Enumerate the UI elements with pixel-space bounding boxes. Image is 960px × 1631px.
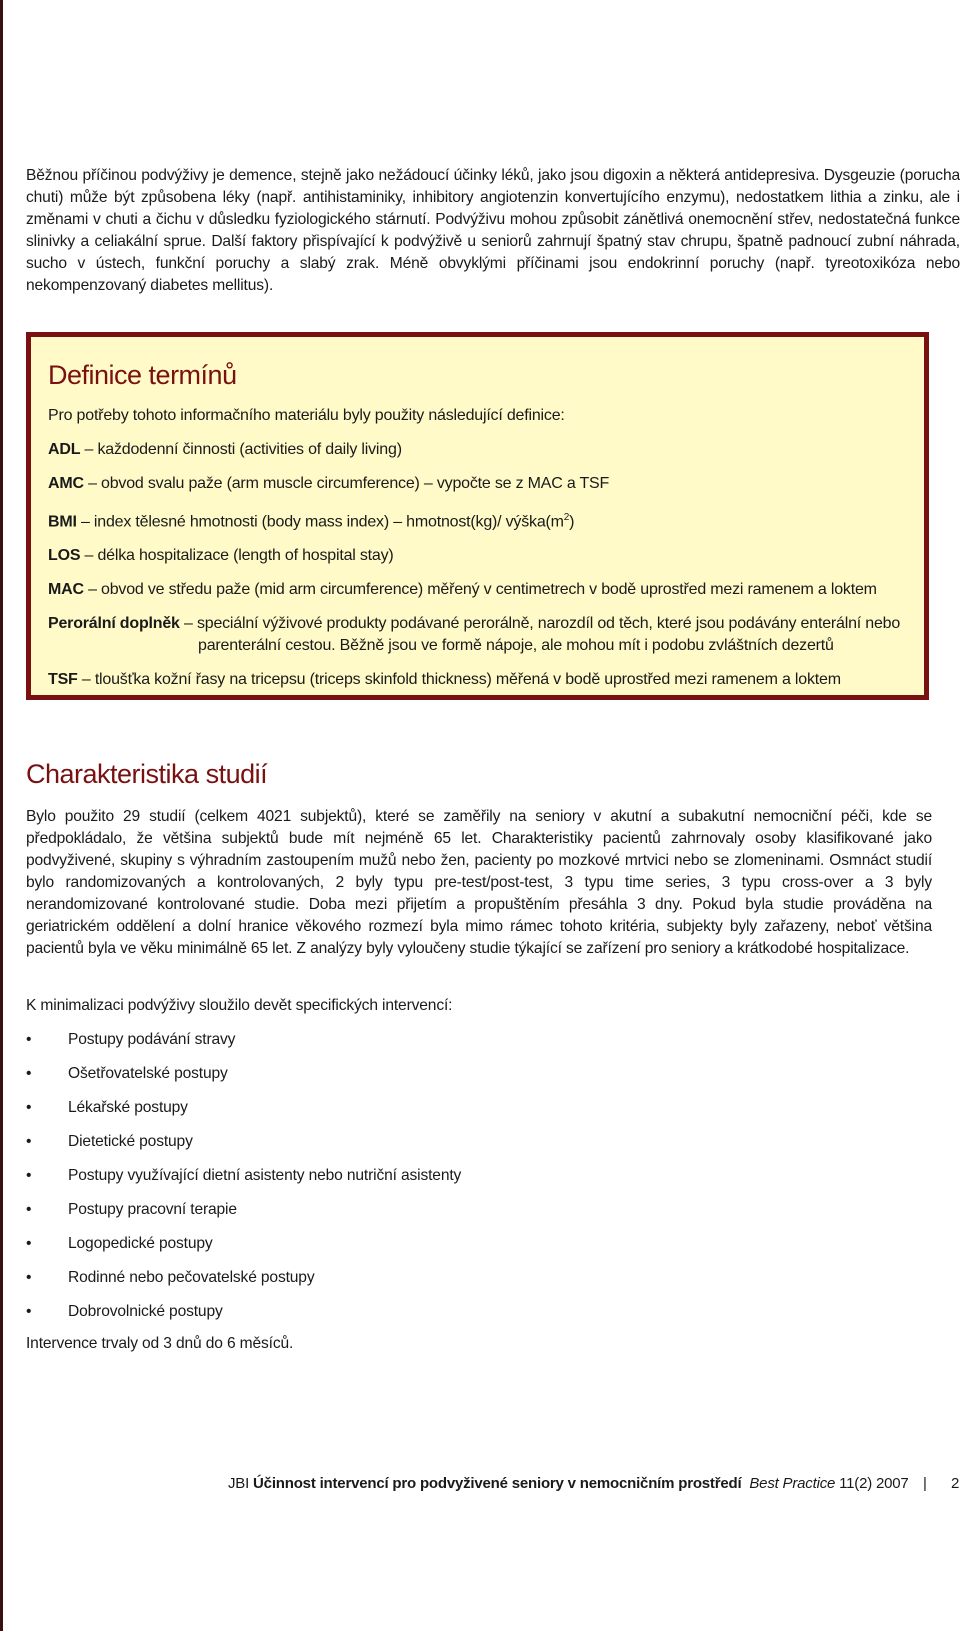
definition-term: TSF <box>48 671 78 689</box>
bullet-icon: • <box>26 1303 32 1320</box>
list-item-text: Rodinné nebo pečovatelské postupy <box>68 1269 315 1286</box>
definition-term: ADL <box>48 441 81 458</box>
list-item <box>26 1097 461 1131</box>
footer-series: Best Practice <box>749 1475 836 1492</box>
bullet-icon: • <box>26 1269 32 1286</box>
intro-sentence-4: Méně obvyklými příčinami jsou endokrinní poruchy (např. tyreotoxikóza nebo nekompenzovaný diabetes mellitus). <box>26 255 960 294</box>
footer-org: JBI <box>228 1475 254 1492</box>
page-footer <box>228 1473 960 1495</box>
definition-desc: – speciální výživové produkty podávané perorálně, narozdíl od těch, které jsou podávány enterální nebo parenterální cestou. Běžně jsou ve formě nápoje, ale mohou mít i podobu zvláštních dezertů <box>179 615 901 655</box>
definition-term: Perorální doplněk <box>48 615 180 633</box>
definition-term: LOS <box>48 547 81 565</box>
interventions-duration: Intervence trvaly od 3 dnů do 6 měsíců. <box>26 1335 294 1352</box>
bullet-icon: • <box>26 1031 32 1048</box>
bullet-icon: • <box>26 1099 32 1116</box>
list-item-text: Postupy využívající dietní asistenty nebo nutriční asistenty <box>68 1167 462 1184</box>
definitions-box <box>26 332 929 700</box>
list-item-text: Postupy podávání stravy <box>68 1031 236 1048</box>
list-item <box>26 1233 461 1267</box>
definition-desc: – obvod svalu paže (arm muscle circumference) – vypočte se z MAC a TSF <box>83 475 610 492</box>
intro-sentence-2: Podvýživu mohou způsobit zánětlivá onemocnění střev, nedostatečná funkce slinivky a celiakální sprue. <box>26 211 960 250</box>
footer-issue: 11(2) 2007 <box>835 1475 909 1492</box>
intro-sentence-1: Běžnou příčinou podvýživy je demence, stejně jako nežádoucí účinky léků, jako jsou digoxin a některá antidepresiva. Dysgeuzie (porucha chuti) může být způsobena léky (např. antihistaminiky, inhibitory angiotenzin konvertujícího enzymu), nedostatkem lithia a zinku, ale i změnami v chuti a čichu v důsledku fyziologického stárnutí. <box>26 167 960 228</box>
definition-term: MAC <box>48 581 84 599</box>
list-item <box>26 1301 461 1335</box>
definition-oral-supplement <box>48 613 908 657</box>
definition-desc: – tloušťka kožní řasy na tricepsu (triceps skinfold thickness) měřená v bodě uprostřed mezi ramenem a loktem <box>77 671 841 689</box>
bullet-icon: • <box>26 1133 32 1150</box>
page-number: 2 <box>951 1475 960 1492</box>
definition-los <box>48 545 908 567</box>
list-item <box>26 1063 461 1097</box>
definition-term: AMC <box>48 475 84 492</box>
intro-sentence-3: Další faktory přispívající k podvýživě u seniorů zahrnují špatný stav chrupu, špatně padnoucí zubní náhrada, sucho v ústech, funkční poruchy a slabý zrak. <box>26 233 960 272</box>
bullet-icon: • <box>26 1065 32 1082</box>
list-item-text: Ošetřovatelské postupy <box>68 1065 228 1082</box>
list-item-text: Logopedické postupy <box>68 1235 213 1252</box>
bullet-icon: • <box>26 1167 32 1184</box>
definition-desc: – obvod ve středu paže (mid arm circumference) měřený v centimetrech v bodě uprostřed mezi ramenem a loktem <box>83 581 877 599</box>
bullet-icon: • <box>26 1235 32 1252</box>
list-item-text: Dietetické postupy <box>68 1133 193 1150</box>
list-item <box>26 1131 461 1165</box>
definition-superscript: 2 <box>563 512 570 523</box>
list-item <box>26 1199 461 1233</box>
list-item <box>26 1029 461 1063</box>
definition-desc: – každodenní činnosti (activities of daily living) <box>80 441 402 458</box>
list-item-text: Dobrovolnické postupy <box>68 1303 223 1320</box>
studies-paragraph: Bylo použito 29 studií (celkem 4021 subjektů), které se zaměřily na seniory v akutní a subakutní nemocniční péči, kde se předpokládalo, že většina subjektů bude mít nejméně 65 let. Charakteristiky pacientů zahrnovaly osoby klasifikované jako podvyživené, skupiny s výhradním zastoupením mužů nebo žen, pacienty po mozkové mrtvici nebo se zlomeninami. Osmnáct studií bylo randomizovaných a kontrolovaných, 2 byly typu pre-test/post-test, 3 typu time series, 3 typu cross-over a 3 byly nerandomizované kontrolované studie. Doba mezi přijetím a propuštěním přesáhla 3 dny. Pokud byla studie prováděna na geriatrickém oddělení a dolní hranice věkového rozmezí byla mimo rámec tohoto kritéria, subjekty byly zařazeny, neboť většina pacientů byla ve věku minimálně 65 let. Z analýzy byly vyloučeny studie týkající se zařízení pro seniory a krátkodobé hospitalizace. <box>26 808 932 957</box>
list-item-text: Postupy pracovní terapie <box>68 1201 237 1218</box>
definition-amc <box>48 473 908 495</box>
footer-separator: | <box>923 1475 927 1492</box>
interventions-lead: K minimalizaci podvýživy sloužilo devět specifických intervencí: <box>26 997 453 1014</box>
intro-paragraph <box>26 165 960 297</box>
studies-title: Charakteristika studií <box>26 759 268 789</box>
bullet-icon: • <box>26 1201 32 1218</box>
definitions-intro: Pro potřeby tohoto informačního materiálu byly použity následující definice: <box>48 407 565 424</box>
list-item-text: Lékařské postupy <box>68 1099 188 1116</box>
definition-adl <box>48 439 908 461</box>
page-left-rule <box>0 0 3 1631</box>
definition-bmi <box>48 507 908 533</box>
definition-desc-end: ) <box>569 513 575 531</box>
definitions-title: Definice termínů <box>48 360 237 390</box>
definition-tsf <box>48 669 908 691</box>
definition-mac <box>48 579 908 601</box>
footer-title: Účinnost intervencí pro podvyživené seniory v nemocničním prostředí <box>253 1475 742 1492</box>
definition-desc: – délka hospitalizace (length of hospital stay) <box>80 547 394 565</box>
interventions-list <box>26 1029 461 1335</box>
definition-term: BMI <box>48 513 77 531</box>
definition-desc: – index tělesné hmotnosti (body mass index) – hmotnost(kg)/ výška(m <box>76 513 564 531</box>
list-item <box>26 1267 461 1301</box>
list-item <box>26 1165 461 1199</box>
